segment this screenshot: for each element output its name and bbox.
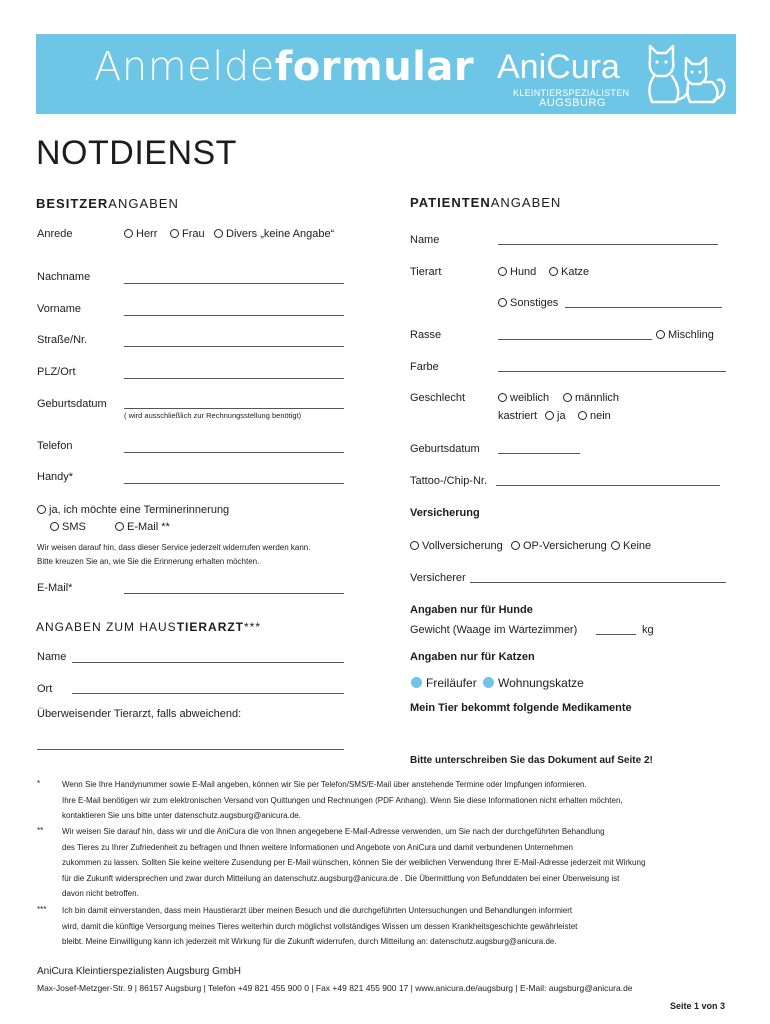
- cats-title: Angaben nur für Katzen: [410, 651, 535, 663]
- reminder-option[interactable]: ja, ich möchte eine Terminerinnerung: [37, 504, 229, 516]
- footnote-line: kontaktieren Sie uns bitte unter datenschutz.augsburg@anicura.de.: [62, 811, 301, 820]
- gewicht-field[interactable]: [596, 634, 636, 635]
- radio-icon: [214, 229, 223, 238]
- footer-address: Max-Josef-Metzger-Str. 9 | 86157 Augsburg | Telefon +49 821 455 900 0 | Fax +49 821 455 900 17 | www.anicura.de/augsburg | E-Mail: augsburg@anicura.de: [37, 983, 633, 993]
- radio-icon: [498, 393, 507, 402]
- radio-icon: [498, 298, 507, 307]
- maennlich-option[interactable]: männlich: [563, 392, 619, 404]
- footnote-mark: **: [37, 826, 44, 835]
- vet-name-label: Name: [37, 651, 67, 663]
- vorname-field[interactable]: [124, 315, 344, 316]
- radio-icon: [483, 677, 494, 688]
- radio-icon: [611, 541, 620, 550]
- mischling-option[interactable]: Mischling: [656, 329, 714, 341]
- reminder-notice-1: Wir weisen darauf hin, dass dieser Service jederzeit widerrufen werden kann.: [37, 543, 311, 552]
- patient-section-title: PATIENTENANGABEN: [410, 195, 562, 210]
- reminder-sms-option[interactable]: SMS: [50, 521, 86, 533]
- vet-ort-label: Ort: [37, 683, 53, 695]
- footnote-line: bleibt. Meine Einwilligung kann ich jederzeit mit Wirkung für die Zukunft widerrufen, durch Mitteilung an: datenschutz.augsburg@anicura.de.: [62, 937, 557, 946]
- dogs-title: Angaben nur für Hunde: [410, 604, 533, 616]
- logo-subtitle: KLEINTIERSPEZIALISTEN: [513, 88, 630, 98]
- vet-section-title: ANGABEN ZUM HAUSTIERARZT***: [36, 620, 262, 634]
- footnote-line: Wenn Sie Ihre Handynummer sowie E-Mail angeben, können wir Sie per Telefon/SMS/E-Mail über anstehende Termine oder Impfungen informieren.: [62, 780, 587, 789]
- cat-dog-logo-icon: [642, 40, 728, 106]
- footnote-line: zukommen zu lassen. Sollten Sie keine weitere Zusendung per E-Mail wünschen, können Sie der weiblichen Verwendung Ihrer E-Mail-Adresse jederzeit mit Wirkung: [62, 858, 646, 867]
- vet-name-field[interactable]: [72, 662, 344, 663]
- kastriert-label: kastriert: [498, 410, 538, 422]
- rasse-field[interactable]: [498, 339, 652, 340]
- email-field[interactable]: [124, 593, 344, 594]
- radio-icon: [549, 267, 558, 276]
- footnote-line: für die Zukunft widersprechen und zwar durch Mitteilung an datenschutz.augsburg@anicura.de . Die Übermittlung von Befunddaten bei einer Überweisung ist: [62, 873, 620, 883]
- wohnungskatze-option[interactable]: Wohnungskatze: [483, 676, 584, 690]
- radio-icon: [411, 677, 422, 688]
- plz-ort-label: PLZ/Ort: [37, 366, 76, 378]
- gewicht-unit: kg: [642, 624, 654, 636]
- logo-location: AUGSBURG: [539, 97, 606, 109]
- patient-name-field[interactable]: [498, 244, 718, 245]
- footnote-line: Ich bin damit einverstanden, dass mein Haustierarzt über meinen Besuch und die durchgeführten Untersuchungen und Behandlungen informiert: [62, 906, 573, 915]
- radio-icon: [511, 541, 520, 550]
- logo-name: AniCura: [497, 48, 620, 86]
- page-number: Seite 1 von 3: [670, 1001, 726, 1011]
- email-label: E-Mail*: [37, 582, 73, 594]
- radio-icon: [124, 229, 133, 238]
- geburtsdatum-label: Geburtsdatum: [37, 398, 107, 410]
- footnote-mark: ***: [37, 905, 47, 914]
- patient-geburtsdatum-label: Geburtsdatum: [410, 443, 480, 455]
- vollversicherung-option[interactable]: Vollversicherung: [410, 540, 503, 552]
- telefon-label: Telefon: [37, 440, 73, 452]
- geburtsdatum-field[interactable]: [124, 408, 344, 409]
- strasse-label: Straße/Nr.: [37, 334, 88, 346]
- gewicht-label: Gewicht (Waage im Wartezimmer): [410, 624, 578, 636]
- strasse-field[interactable]: [124, 346, 344, 347]
- radio-icon: [563, 393, 572, 402]
- tattoo-field[interactable]: [496, 485, 720, 486]
- radio-icon: [545, 411, 554, 420]
- patient-name-label: Name: [410, 234, 440, 246]
- referring-vet-field[interactable]: [37, 749, 344, 750]
- plz-ort-field[interactable]: [124, 378, 344, 379]
- telefon-field[interactable]: [124, 452, 344, 453]
- radio-icon: [37, 505, 46, 514]
- kastriert-ja-option[interactable]: ja: [545, 410, 566, 422]
- vet-ort-field[interactable]: [72, 693, 344, 694]
- tierart-katze-option[interactable]: Katze: [549, 266, 589, 278]
- nachname-label: Nachname: [37, 271, 91, 283]
- footnote-line: davon nicht betroffen.: [62, 889, 139, 898]
- radio-icon: [656, 330, 665, 339]
- radio-icon: [578, 411, 587, 420]
- footer-company: AniCura Kleintierspezialisten Augsburg GmbH: [37, 966, 241, 977]
- farbe-label: Farbe: [410, 361, 439, 373]
- tierart-sonstiges-option[interactable]: Sonstiges: [498, 297, 558, 309]
- footnote-line: wird, damit die künftige Versorgung meines Tieres weiterhin durch möglichst vollständiges Wissen um dessen Krankheitsgeschichte gewährleistet: [62, 921, 578, 931]
- radio-icon: [410, 541, 419, 550]
- versicherer-field[interactable]: [470, 582, 726, 583]
- geburtsdatum-note: ( wird ausschließlich zur Rechnungsstellung benötigt): [124, 411, 302, 420]
- versicherer-label: Versicherer: [410, 572, 466, 584]
- kastriert-nein-option[interactable]: nein: [578, 410, 611, 422]
- tierart-label: Tierart: [410, 266, 442, 278]
- handy-field[interactable]: [124, 483, 344, 484]
- form-title: Anmeldeformular: [94, 44, 475, 90]
- radio-icon: [170, 229, 179, 238]
- owner-section-title: BESITZERANGABEN: [36, 196, 179, 211]
- nachname-field[interactable]: [124, 283, 344, 284]
- weiblich-option[interactable]: weiblich: [498, 392, 549, 404]
- anrede-label: Anrede: [37, 228, 73, 240]
- patient-geburtsdatum-field[interactable]: [498, 453, 580, 454]
- reminder-notice-2: Bitte kreuzen Sie an, wie Sie die Erinnerung erhalten möchten.: [37, 557, 260, 566]
- tattoo-label: Tattoo-/Chip-Nr.: [410, 475, 488, 487]
- footnote-2: [62, 824, 645, 902]
- farbe-field[interactable]: [498, 371, 726, 372]
- radio-icon: [115, 522, 124, 531]
- reminder-email-option[interactable]: E-Mail **: [115, 521, 170, 533]
- vorname-label: Vorname: [37, 303, 82, 315]
- anrede-herr-option[interactable]: Herr: [124, 228, 157, 240]
- footnote-line: des Tieres zu Ihrer Zufriedenheit zu befragen und Ihnen weitere Informationen und Angebote von AniCura und damit verbundenen Unternehmen: [62, 842, 573, 852]
- radio-icon: [498, 267, 507, 276]
- rasse-label: Rasse: [410, 329, 442, 341]
- radio-icon: [50, 522, 59, 531]
- footnote-mark: *: [37, 779, 41, 788]
- op-versicherung-option[interactable]: OP-Versicherung: [511, 540, 607, 552]
- freilaeufer-option[interactable]: Freiläufer: [411, 676, 477, 690]
- handy-label: Handy*: [37, 471, 74, 483]
- footnote-1: [62, 777, 623, 824]
- insurance-title: Versicherung: [410, 507, 480, 519]
- medications-label: Mein Tier bekommt folgende Medikamente: [410, 702, 632, 714]
- anrede-divers-option[interactable]: Divers „keine Angabe“: [214, 228, 334, 240]
- sign-notice: Bitte unterschreiben Sie das Dokument auf Seite 2!: [410, 755, 653, 766]
- tierart-hund-option[interactable]: Hund: [498, 266, 536, 278]
- geschlecht-label: Geschlecht: [410, 392, 466, 404]
- page-title: NOTDIENST: [36, 134, 237, 172]
- footnote-3: [62, 903, 577, 950]
- footnote-line: Ihre E-Mail benötigen wir zum elektronischen Versand von Quittungen und Rechnungen (PDF Anhang). Wenn Sie diese Informationen nicht erhalten möchten,: [62, 795, 623, 805]
- keine-versicherung-option[interactable]: Keine: [611, 540, 651, 552]
- anrede-frau-option[interactable]: Frau: [170, 228, 205, 240]
- sonstiges-field[interactable]: [565, 307, 722, 308]
- footnote-line: Wir weisen Sie darauf hin, dass wir und die AniCura die von Ihnen angegebene E-Mail-Adresse verwenden, um Sie nach der durchgeführten Behandlung: [62, 827, 605, 836]
- referring-vet-label: Überweisender Tierarzt, falls abweichend:: [37, 708, 242, 720]
